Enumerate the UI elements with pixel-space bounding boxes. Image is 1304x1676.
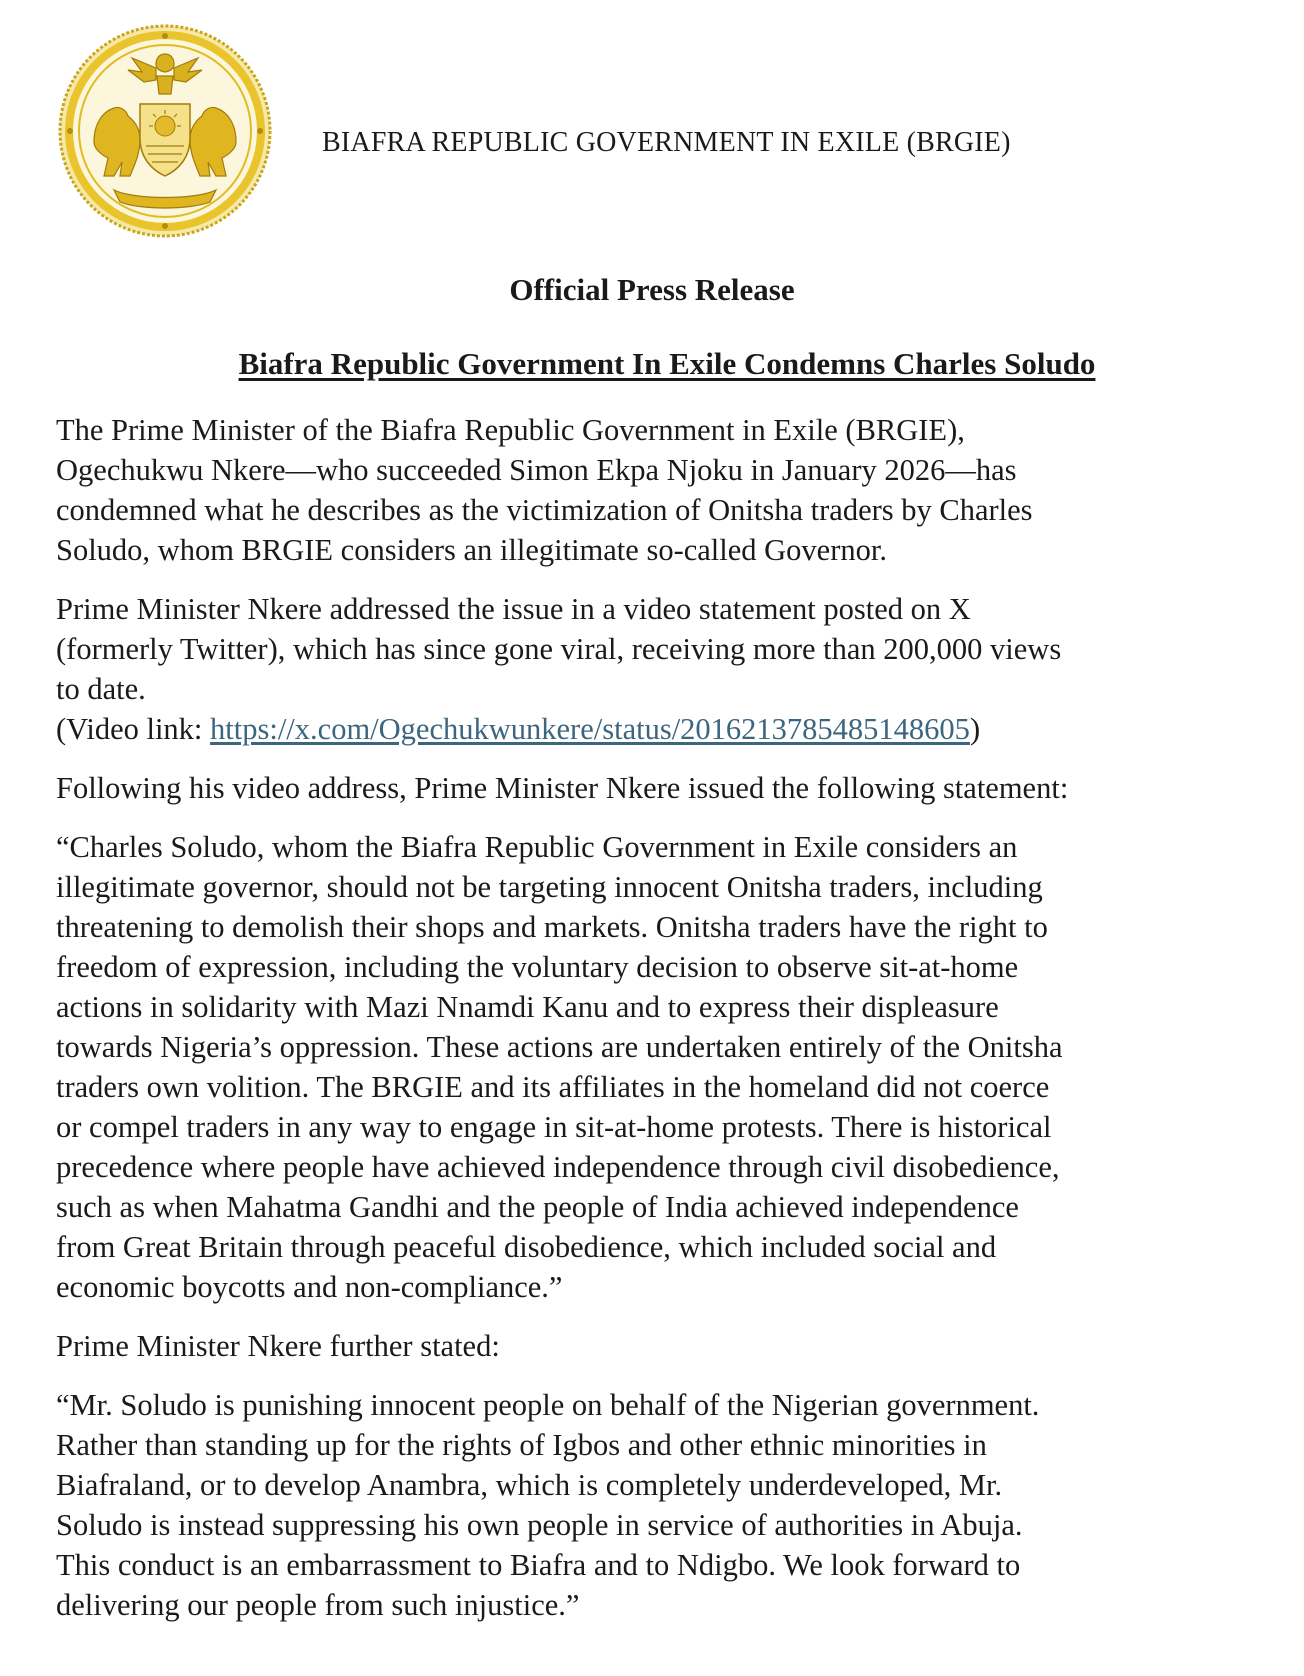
organization-name: BIAFRA REPUBLIC GOVERNMENT IN EXILE (BRGIE) bbox=[322, 127, 1011, 158]
text-line: freedom of expression, including the voluntary decision to observe sit-at-home bbox=[56, 950, 1019, 984]
video-link-prefix: (Video link: bbox=[56, 712, 211, 746]
text-line: condemned what he describes as the victimization of Onitsha traders by Charles bbox=[56, 493, 1033, 527]
document-type-title: Official Press Release bbox=[509, 272, 795, 307]
video-link-suffix: ) bbox=[969, 712, 981, 746]
statement-intro-paragraph: Following his video address, Prime Minister Nkere issued the following statement: bbox=[56, 771, 1069, 805]
press-release-body bbox=[56, 410, 1256, 1644]
text-line: such as when Mahatma Gandhi and the people of India achieved independence bbox=[56, 1190, 1019, 1224]
text-line: or compel traders in any way to engage in sit-at-home protests. There is historical bbox=[56, 1110, 1052, 1144]
text-line: from Great Britain through peaceful disobedience, which included social and bbox=[56, 1230, 997, 1264]
text-line: threatening to demolish their shops and markets. Onitsha traders have the right to bbox=[56, 910, 1048, 944]
text-line: Soludo, whom BRGIE considers an illegitimate so-called Governor. bbox=[56, 533, 887, 567]
text-line: economic boycotts and non-compliance.” bbox=[56, 1270, 563, 1304]
intro-paragraph bbox=[56, 410, 1256, 570]
text-line: “Mr. Soludo is punishing innocent people on behalf of the Nigerian government. bbox=[56, 1388, 1040, 1422]
text-line: traders own volition. The BRGIE and its affiliates in the homeland did not coerce bbox=[56, 1070, 1050, 1104]
text-line: Prime Minister Nkere addressed the issue in a video statement posted on X bbox=[56, 592, 971, 626]
text-line: Soludo is instead suppressing his own people in service of authorities in Abuja. bbox=[56, 1508, 1023, 1542]
text-line: illegitimate governor, should not be targeting innocent Onitsha traders, including bbox=[56, 870, 1043, 904]
text-line: This conduct is an embarrassment to Biafra and to Ndigbo. We look forward to bbox=[56, 1548, 1021, 1582]
text-line: The Prime Minister of the Biafra Republic Government in Exile (BRGIE), bbox=[56, 413, 965, 447]
text-line: towards Nigeria’s oppression. These actions are undertaken entirely of the Onitsha bbox=[56, 1030, 1063, 1064]
text-line: to date. bbox=[56, 672, 146, 706]
text-line: (formerly Twitter), which has since gone viral, receiving more than 200,000 views bbox=[56, 632, 1062, 666]
text-line: Biafraland, or to develop Anambra, which is completely underdeveloped, Mr. bbox=[56, 1468, 1003, 1502]
coat-of-arms-seal-icon bbox=[56, 22, 274, 240]
video-paragraph bbox=[56, 589, 1256, 749]
video-link[interactable]: https://x.com/Ogechukwunkere/status/2016213785485148605 bbox=[210, 712, 970, 746]
press-release-headline: Biafra Republic Government In Exile Condemns Charles Soludo bbox=[238, 346, 1096, 381]
first-quote-paragraph bbox=[56, 827, 1256, 1307]
text-line: delivering our people from such injustice.” bbox=[56, 1588, 580, 1622]
text-line: Ogechukwu Nkere—who succeeded Simon Ekpa Njoku in January 2026—has bbox=[56, 453, 1017, 487]
further-stated-paragraph: Prime Minister Nkere further stated: bbox=[56, 1329, 500, 1363]
text-line: precedence where people have achieved independence through civil disobedience, bbox=[56, 1150, 1060, 1184]
second-quote-paragraph bbox=[56, 1385, 1256, 1625]
text-line: actions in solidarity with Mazi Nnamdi Kanu and to express their displeasure bbox=[56, 990, 999, 1024]
text-line: Rather than standing up for the rights of Igbos and other ethnic minorities in bbox=[56, 1428, 987, 1462]
video-link-line bbox=[56, 709, 1256, 749]
text-line: “Charles Soludo, whom the Biafra Republic Government in Exile considers an bbox=[56, 830, 1018, 864]
